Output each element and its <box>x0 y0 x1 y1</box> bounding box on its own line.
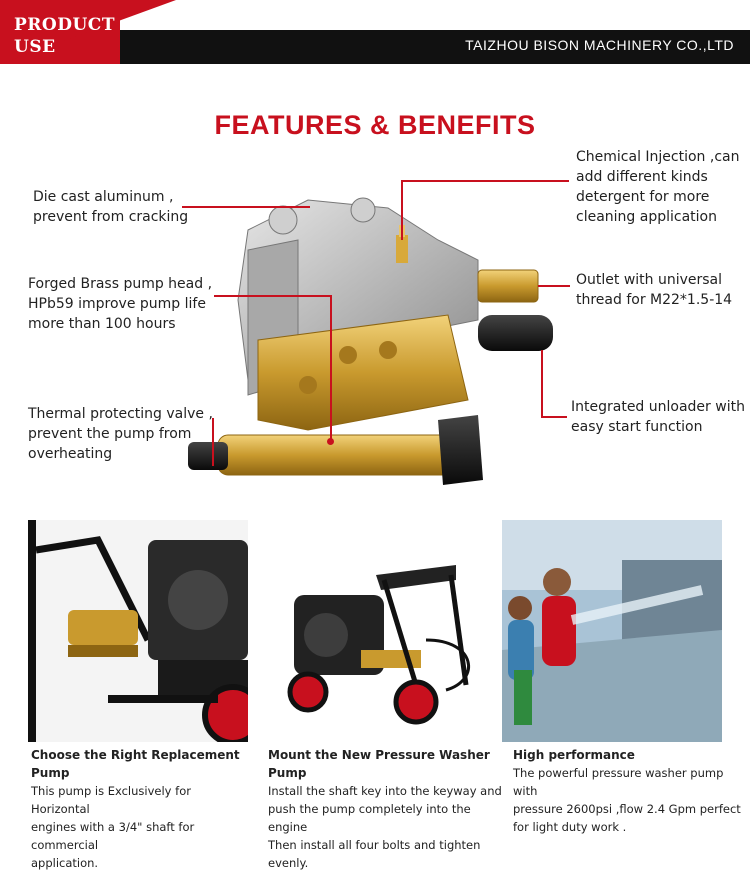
panel-line: The powerful pressure washer pump with <box>513 766 724 798</box>
leader-chemical-h <box>401 180 569 182</box>
callout-line: Outlet with universal <box>576 272 723 288</box>
callout-unloader <box>571 397 745 437</box>
callout-line: Chemical Injection ,can <box>576 149 740 165</box>
panel-heading: Mount the New Pressure Washer Pump <box>268 748 490 780</box>
leader-die-cast <box>182 206 310 208</box>
panel-line: pressure 2600psi ,flow 2.4 Gpm perfect <box>513 802 741 816</box>
panel-caption-replacement <box>31 746 253 872</box>
panel-line: Then install all four bolts and tighten evenly. <box>268 838 481 870</box>
callout-line: thread for M22*1.5-14 <box>576 292 733 308</box>
callout-line: detergent for more <box>576 189 710 205</box>
callout-line: add different kinds <box>576 169 708 185</box>
callout-line: more than 100 hours <box>28 316 176 332</box>
photo-pump-on-washer <box>28 520 248 742</box>
panel-line: Install the shaft key into the keyway and <box>268 784 502 798</box>
leader-chemical-v <box>401 180 403 240</box>
panel-heading: Choose the Right Replacement Pump <box>31 748 240 780</box>
callout-line: cleaning application <box>576 209 717 225</box>
leader-forged-brass-v <box>330 295 332 441</box>
leader-unloader-h <box>541 416 567 418</box>
panel-heading: High performance <box>513 748 635 762</box>
leader-forged-brass <box>214 295 330 297</box>
photo-pressure-washer <box>266 520 486 742</box>
badge-line-2: USE <box>14 37 56 57</box>
callout-line: overheating <box>28 446 113 462</box>
callout-line: Die cast aluminum , <box>33 189 174 205</box>
callout-forged-brass <box>28 274 212 334</box>
callout-line: Forged Brass pump head , <box>28 276 213 292</box>
company-name: TAIZHOU BISON MACHINERY CO.,LTD <box>465 37 734 53</box>
leader-unloader-v <box>541 350 543 416</box>
callout-line: prevent from cracking <box>33 209 189 225</box>
callout-chemical <box>576 147 739 227</box>
page-title: FEATURES & BENEFITS <box>214 110 536 140</box>
panel-line: push the pump completely into the engine <box>268 802 471 834</box>
callout-line: HPb59 improve pump life <box>28 296 206 312</box>
badge-line-1: PRODUCT <box>14 15 115 35</box>
callout-thermal <box>28 404 213 464</box>
pump-illustration <box>188 180 568 500</box>
panel-caption-performance <box>513 746 743 836</box>
panel-line: This pump is Exclusively for Horizontal <box>31 784 191 816</box>
callout-die-cast <box>33 187 188 227</box>
panel-line: for light duty work . <box>513 820 627 834</box>
callout-line: prevent the pump from <box>28 426 192 442</box>
dot-forged-brass <box>327 438 334 445</box>
panel-caption-mount <box>268 746 502 872</box>
callout-outlet <box>576 270 732 310</box>
callout-line: easy start function <box>571 419 703 435</box>
callout-line: Thermal protecting valve , <box>28 406 213 422</box>
leader-outlet <box>538 285 570 287</box>
product-use-badge <box>14 14 115 58</box>
panel-line: application. <box>31 856 99 870</box>
header-banner <box>0 0 750 80</box>
panel-line: engines with a 3/4" shaft for commercial <box>31 820 195 852</box>
photo-family-washing <box>502 520 722 742</box>
callout-line: Integrated unloader with <box>571 399 745 415</box>
